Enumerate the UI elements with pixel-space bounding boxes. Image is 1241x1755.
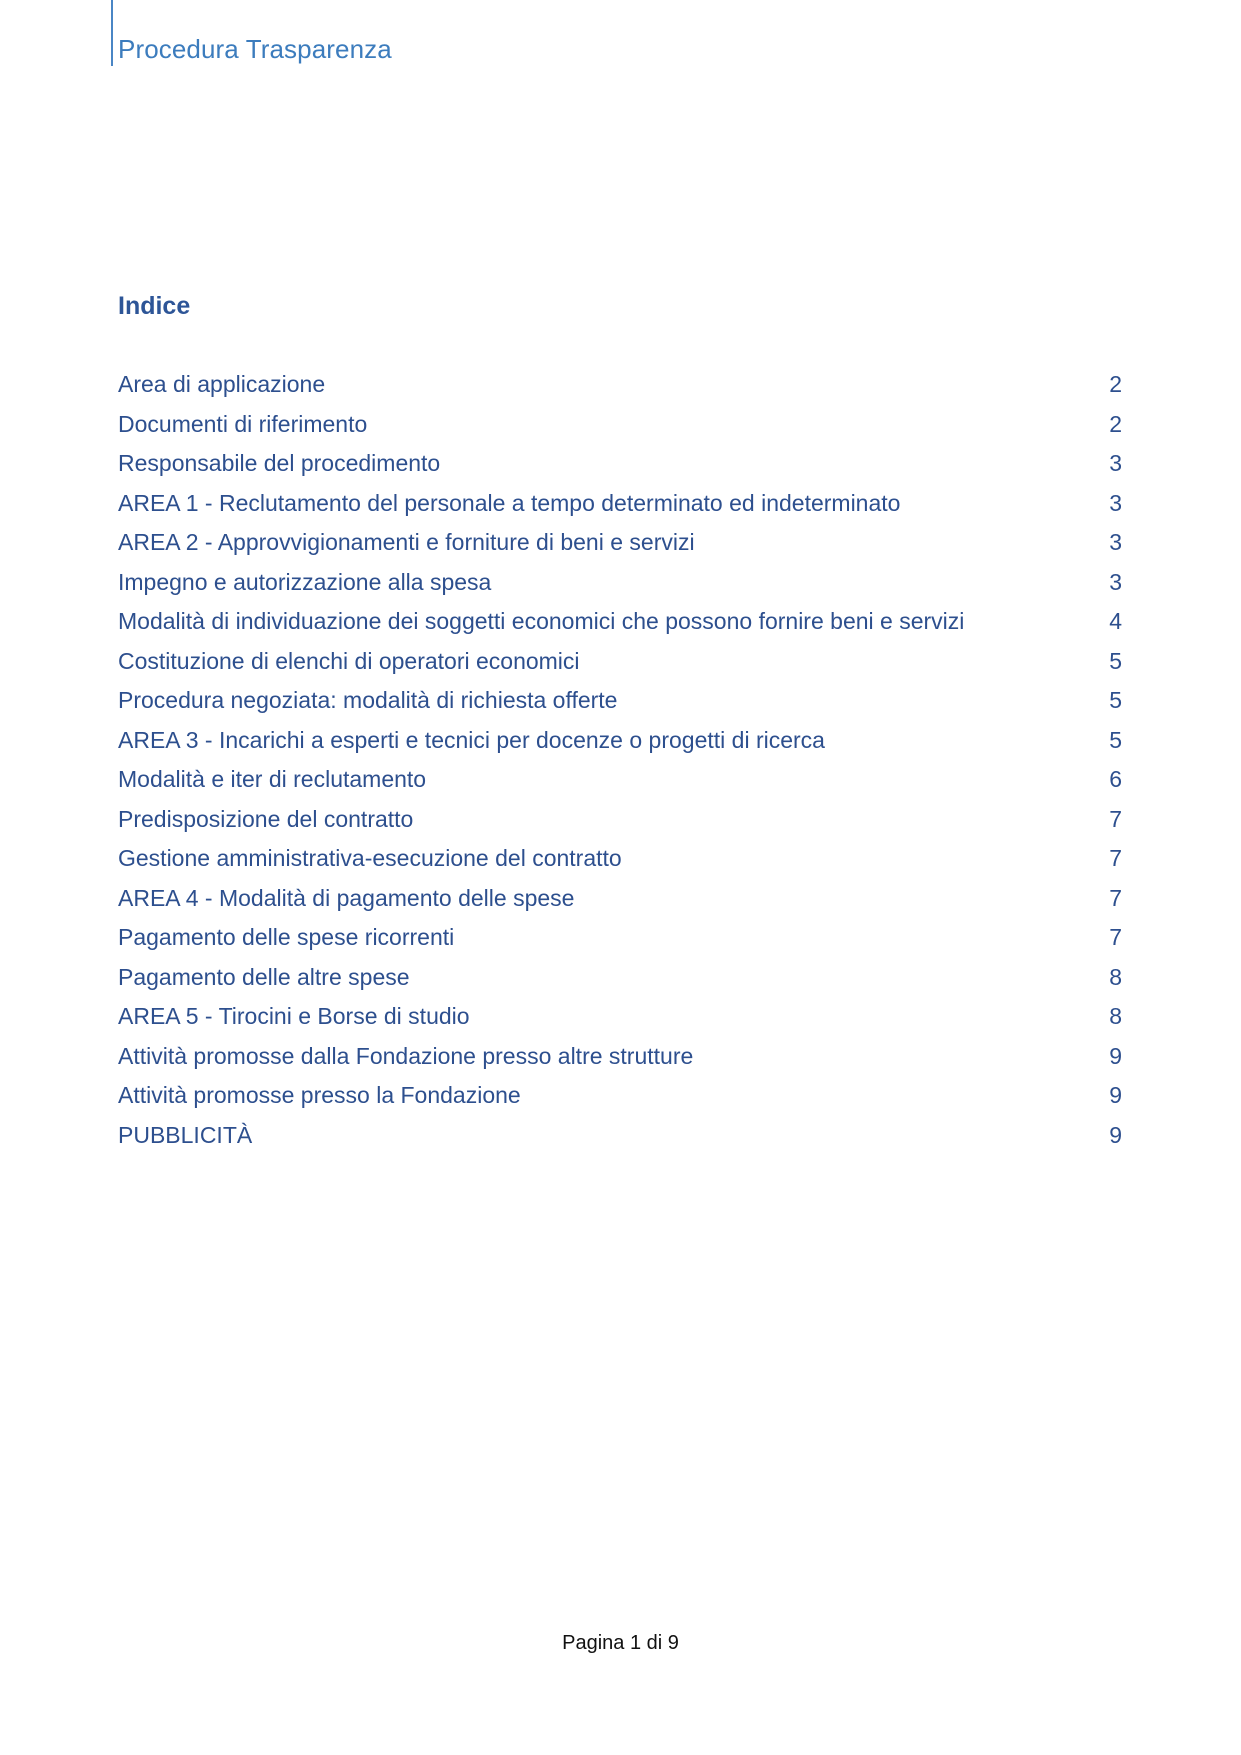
toc-entry-page-number: 3 xyxy=(1109,489,1122,516)
toc-entry-label: AREA 5 - Tirocini e Borse di studio xyxy=(118,1003,470,1029)
toc-entry[interactable] xyxy=(118,1043,1122,1083)
toc-entry-label: Procedura negoziata: modalità di richiesta offerte xyxy=(118,687,618,713)
toc-entry[interactable] xyxy=(118,529,1122,569)
toc-entry[interactable] xyxy=(118,964,1122,1004)
toc-entry-page-number: 9 xyxy=(1109,1042,1122,1069)
document-header-title: Procedura Trasparenza xyxy=(118,34,392,64)
toc-entry[interactable] xyxy=(118,1082,1122,1122)
toc-entry[interactable] xyxy=(118,608,1122,648)
toc-entry-label: Predisposizione del contratto xyxy=(118,805,414,832)
toc-entry[interactable] xyxy=(118,1122,1122,1162)
toc-entry[interactable] xyxy=(118,885,1122,925)
toc-entry-page-number: 3 xyxy=(1109,529,1122,555)
toc-entry-page-number: 7 xyxy=(1109,805,1122,832)
toc-entry-label: Documenti di riferimento xyxy=(118,410,368,437)
toc-entry-label: Modalità di individuazione dei soggetti economici che possono fornire beni e servizi xyxy=(118,608,965,634)
toc-entry-label: Area di applicazione xyxy=(118,371,326,397)
toc-entry-label: Pagamento delle altre spese xyxy=(118,963,410,990)
toc-entry[interactable] xyxy=(118,687,1122,727)
toc-entry[interactable] xyxy=(118,371,1122,411)
toc-entry[interactable] xyxy=(118,648,1122,688)
toc-entry[interactable] xyxy=(118,924,1122,964)
toc-entry-label: Impegno e autorizzazione alla spesa xyxy=(118,568,492,595)
toc-entry[interactable] xyxy=(118,569,1122,609)
toc-heading: Indice xyxy=(118,292,191,320)
toc-entry[interactable] xyxy=(118,727,1122,767)
toc-entry[interactable] xyxy=(118,490,1122,530)
table-of-contents xyxy=(118,371,1122,1161)
toc-entry-label: AREA 1 - Reclutamento del personale a tempo determinato ed indeterminato xyxy=(118,489,901,516)
toc-entry-page-number: 2 xyxy=(1109,371,1122,397)
toc-entry-page-number: 8 xyxy=(1109,963,1122,990)
toc-entry-page-number: 2 xyxy=(1109,410,1122,437)
toc-entry-page-number: 7 xyxy=(1109,924,1122,950)
header-accent-rule xyxy=(111,0,113,66)
toc-entry-page-number: 5 xyxy=(1109,647,1122,674)
toc-entry[interactable] xyxy=(118,766,1122,806)
toc-entry-page-number: 7 xyxy=(1109,884,1122,911)
toc-entry-label: Responsabile del procedimento xyxy=(118,450,441,476)
toc-entry-label: Modalità e iter di reclutamento xyxy=(118,766,427,792)
toc-entry-page-number: 4 xyxy=(1109,608,1122,634)
page-number-footer: Pagina 1 di 9 xyxy=(562,1632,679,1654)
toc-entry[interactable] xyxy=(118,411,1122,451)
toc-entry-label: Costituzione di elenchi di operatori economici xyxy=(118,647,580,674)
toc-entry[interactable] xyxy=(118,806,1122,846)
toc-entry-page-number: 9 xyxy=(1109,1082,1122,1108)
toc-entry-label: Attività promosse presso la Fondazione xyxy=(118,1082,521,1108)
toc-entry-page-number: 9 xyxy=(1109,1121,1122,1148)
toc-entry[interactable] xyxy=(118,1003,1122,1043)
toc-entry-label: PUBBLICITÀ xyxy=(118,1121,253,1148)
toc-entry-label: Gestione amministrativa-esecuzione del contratto xyxy=(118,845,622,871)
toc-entry-page-number: 5 xyxy=(1109,687,1122,713)
toc-entry-label: Pagamento delle spese ricorrenti xyxy=(118,924,455,950)
toc-entry-label: AREA 3 - Incarichi a esperti e tecnici per docenze o progetti di ricerca xyxy=(118,726,825,753)
toc-entry-page-number: 5 xyxy=(1109,726,1122,753)
toc-entry[interactable] xyxy=(118,845,1122,885)
toc-entry[interactable] xyxy=(118,450,1122,490)
toc-entry-page-number: 6 xyxy=(1109,766,1122,792)
toc-entry-page-number: 3 xyxy=(1109,450,1122,476)
toc-entry-label: Attività promosse dalla Fondazione presso altre strutture xyxy=(118,1042,694,1069)
toc-entry-label: AREA 4 - Modalità di pagamento delle spese xyxy=(118,884,575,911)
toc-entry-page-number: 3 xyxy=(1109,568,1122,595)
toc-entry-page-number: 8 xyxy=(1109,1003,1122,1029)
toc-entry-label: AREA 2 - Approvvigionamenti e forniture di beni e servizi xyxy=(118,529,695,555)
toc-entry-page-number: 7 xyxy=(1109,845,1122,871)
